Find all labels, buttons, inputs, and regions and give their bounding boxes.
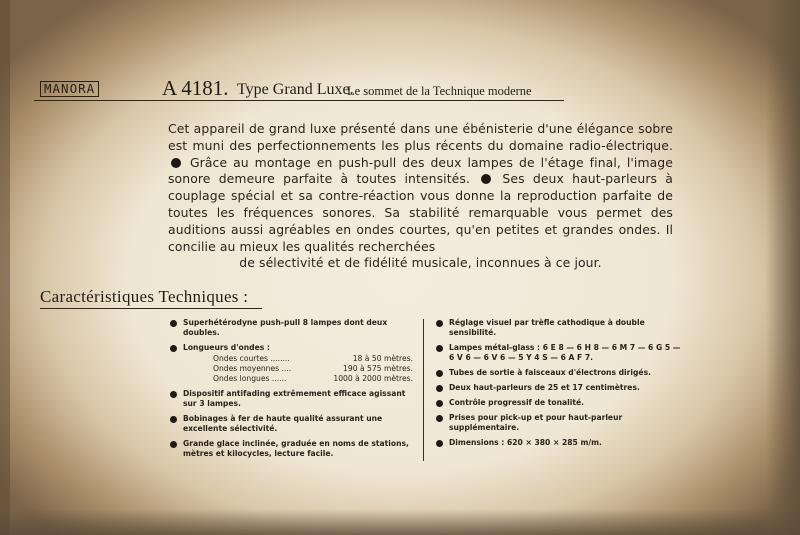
specs-left-column <box>170 318 412 464</box>
bullet-icon <box>436 370 443 377</box>
header-rule <box>34 100 564 101</box>
bullet-icon <box>170 320 177 327</box>
spec-item: Réglage visuel par trèfle cathodique à double sensibilité. <box>436 318 686 338</box>
bullet-icon <box>170 345 177 352</box>
spec-item: Lampes métal-glass : 6 E 8 — 6 H 8 — 6 M 7 — 6 G 5 — 6 V 6 — 6 V 6 — 5 Y 4 S — 6 A F 7. <box>436 343 686 363</box>
bullet-icon <box>481 174 491 184</box>
model-number: A 4181. <box>162 76 229 100</box>
header <box>34 78 564 102</box>
page-edge-right <box>766 0 800 535</box>
spec-item: Dimensions : 620 × 380 × 285 m/m. <box>436 438 686 448</box>
specs-right-column <box>436 318 686 453</box>
wavelength-row: Ondes moyennes .... 190 à 575 mètres. <box>213 364 413 373</box>
spec-item: Dispositif antifading extrêmement efficace agissant sur 3 lampes. <box>170 389 412 409</box>
intro-text <box>168 121 673 272</box>
wavelength-row: Ondes courtes ........ 18 à 50 mètres. <box>213 354 413 363</box>
intro-last-line: de sélectivité et de fidélité musicale, inconnues à ce jour. <box>239 255 602 271</box>
bullet-icon <box>170 416 177 423</box>
spec-item: Bobinages à fer de haute qualité assurant une excellente sélectivité. <box>170 414 412 434</box>
bullet-icon <box>436 320 443 327</box>
intro-sentence-1: Cet appareil de grand luxe présenté dans une ébénisterie d'une élégance sobre est muni des perfectionnements les plus récents du domaine radio-électrique. <box>168 121 673 153</box>
bullet-icon <box>436 345 443 352</box>
wavelength-row: Ondes longues ...... 1000 à 2000 mètres. <box>213 374 413 383</box>
intro-sentence-3: Ses deux haut-parleurs à couplage spécial et sa contre-réaction vous donne la reproduction parfaite de toutes les fréquences sonores. Sa stabilité remarquable vous permet des auditions aussi agréables en ondes courtes, qu'en petites et grandes ondes. Il concilie au mieux les qualités recherchées <box>168 171 673 254</box>
page-edge-bottom <box>0 509 800 535</box>
bullet-icon <box>436 415 443 422</box>
spec-item: Tubes de sortie à faisceaux d'électrons dirigés. <box>436 368 686 378</box>
brand-logo: MANORA <box>40 81 99 97</box>
bullet-icon <box>436 400 443 407</box>
model-title: Type Grand Luxe. <box>237 81 354 98</box>
spec-item: Grande glace inclinée, graduée en noms de stations, mètres et kilocycles, lecture facile. <box>170 439 412 459</box>
spec-item: Prises pour pick-up et pour haut-parleur supplémentaire. <box>436 413 686 433</box>
bullet-icon <box>436 440 443 447</box>
column-divider <box>423 319 424 461</box>
bullet-icon <box>170 441 177 448</box>
bullet-icon <box>171 158 181 168</box>
spec-item: Contrôle progressif de tonalité. <box>436 398 686 408</box>
spec-item: Longueurs d'ondes : Ondes courtes ........ 18 à 50 mètres. Ondes moyennes .... 190 à 575 mètres. Ondes longues ...... 1000 à 2000 mètres. <box>170 343 412 384</box>
specs-heading-rule <box>40 308 262 309</box>
page-edge-left <box>0 0 10 535</box>
bullet-icon <box>170 391 177 398</box>
spec-item: Superhétérodyne push-pull 8 lampes dont deux doubles. <box>170 318 412 338</box>
wavelength-table <box>213 354 412 384</box>
spec-item: Deux haut-parleurs de 25 et 17 centimètres. <box>436 383 686 393</box>
bullet-icon <box>436 385 443 392</box>
intro-sentence-2: Grâce au montage en push-pull des deux lampes de l'étage final, l'image sonore demeure parfaite à toutes intensités. <box>168 154 673 187</box>
tagline: Le sommet de la Technique moderne <box>347 84 532 98</box>
specs-heading: Caractéristiques Techniques : <box>40 287 249 306</box>
